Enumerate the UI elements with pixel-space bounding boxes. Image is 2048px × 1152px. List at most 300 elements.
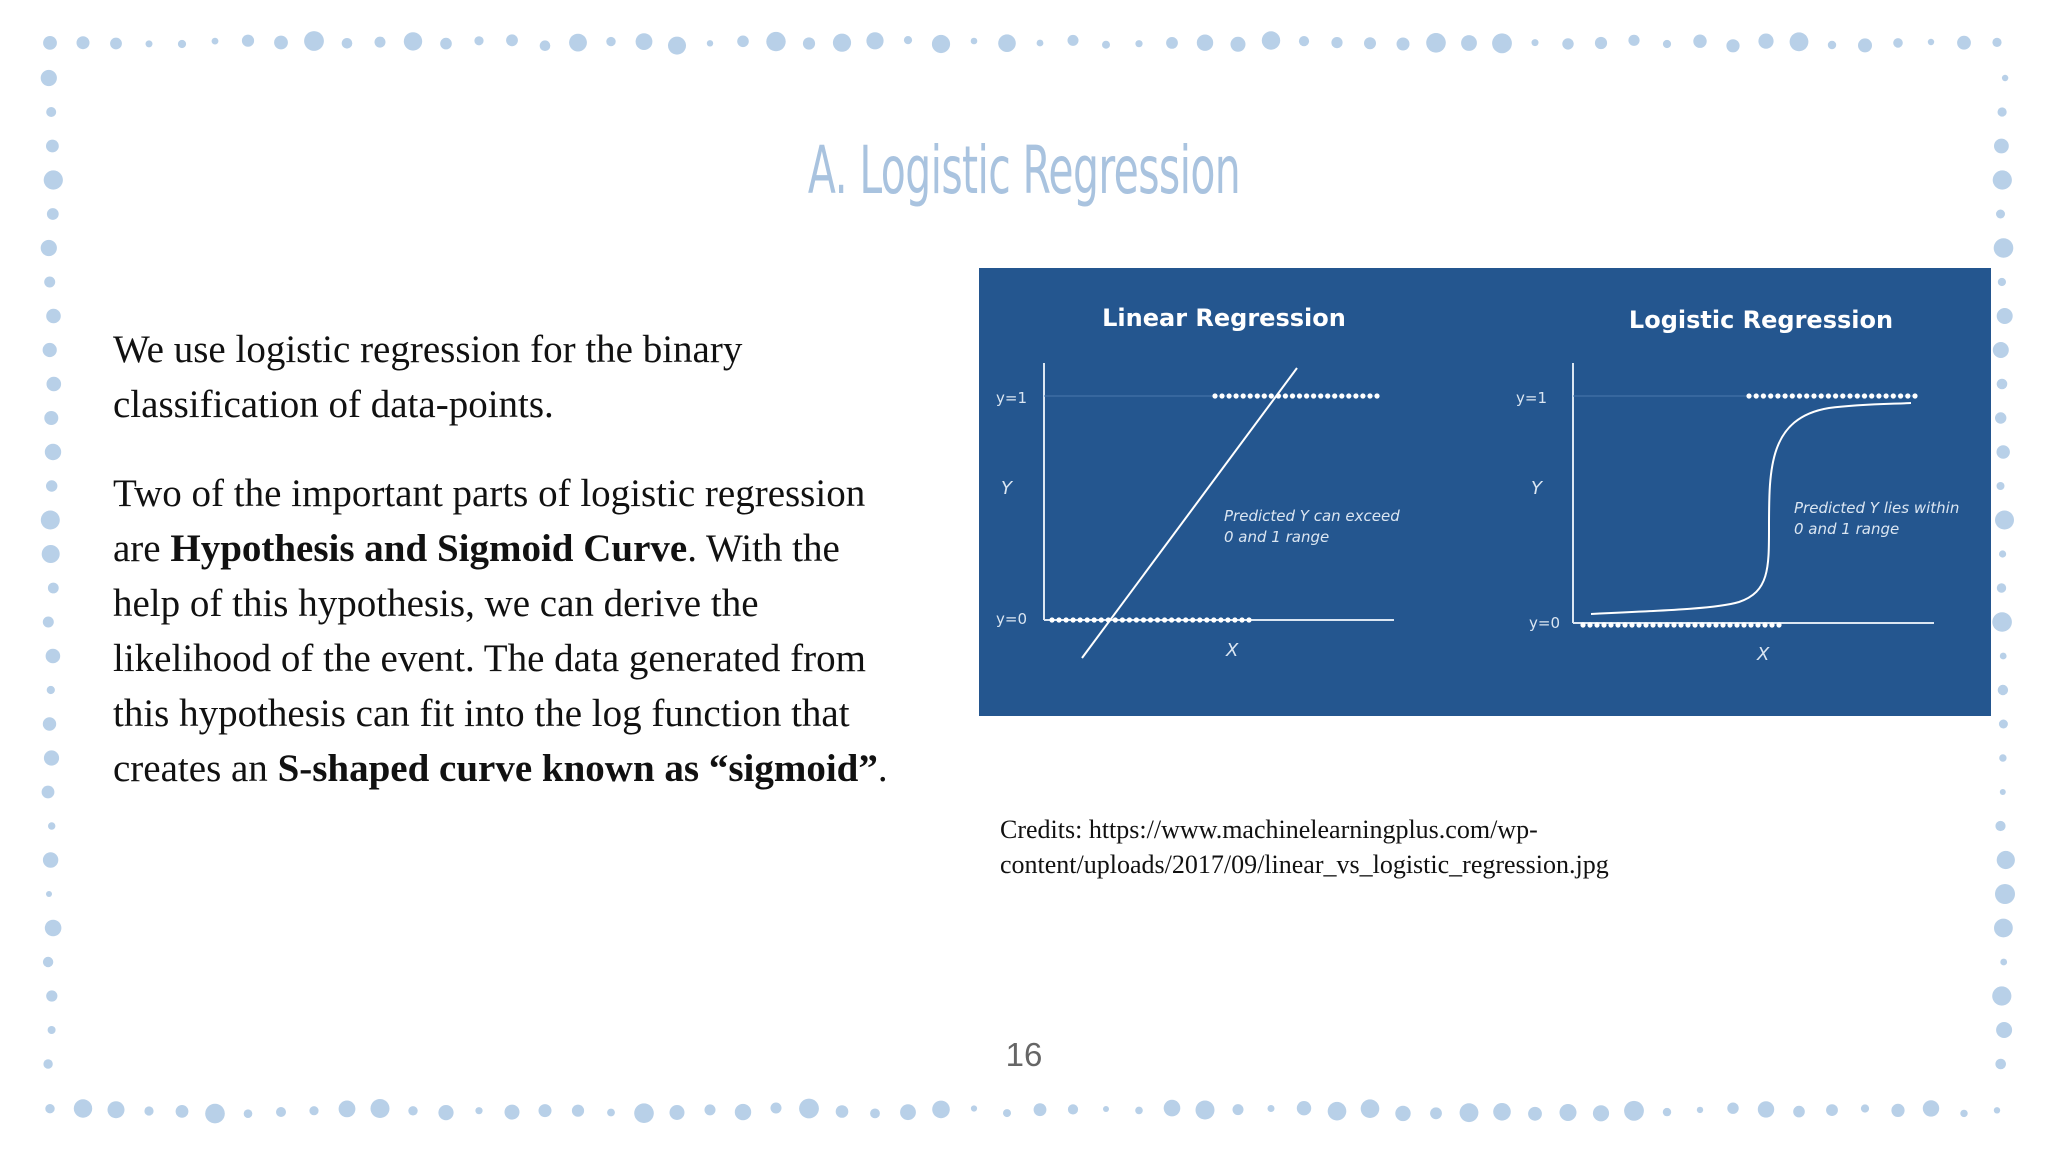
data-point	[1367, 393, 1372, 398]
data-point	[1225, 617, 1230, 622]
data-point	[1374, 393, 1379, 398]
data-point	[1297, 393, 1302, 398]
data-point	[1234, 393, 1239, 398]
data-point	[1049, 617, 1054, 622]
border-dot	[41, 70, 57, 86]
data-point	[1141, 617, 1146, 622]
data-point	[1811, 393, 1816, 398]
data-point	[1898, 393, 1903, 398]
border-dot	[1560, 1104, 1577, 1121]
data-points-y0	[1580, 622, 1781, 627]
border-dot	[44, 411, 58, 425]
border-dot	[1528, 1107, 1542, 1121]
data-point	[1162, 617, 1167, 622]
border-dot	[1493, 1103, 1511, 1121]
border-dot	[1164, 1100, 1181, 1117]
border-dot	[2002, 75, 2008, 81]
border-dot	[1999, 550, 2006, 557]
data-point	[1339, 393, 1344, 398]
border-dot	[1861, 1104, 1869, 1112]
border-dot	[1998, 685, 2008, 695]
data-point	[1664, 622, 1669, 627]
data-point	[1783, 393, 1788, 398]
data-point	[1622, 622, 1627, 627]
data-point	[1183, 617, 1188, 622]
regression-comparison-figure	[979, 268, 1991, 716]
border-dot	[46, 107, 56, 117]
border-dot	[540, 40, 551, 51]
border-dot	[1197, 35, 1213, 51]
border-dot	[803, 37, 815, 49]
data-point	[1727, 622, 1732, 627]
border-dot	[1997, 482, 2005, 490]
border-dot	[1828, 41, 1836, 49]
data-point	[1884, 393, 1889, 398]
data-point	[1720, 622, 1725, 627]
border-dot	[1364, 37, 1376, 49]
data-point	[1169, 617, 1174, 622]
x-axis-label: X	[1226, 640, 1239, 661]
border-dot	[42, 786, 55, 799]
border-dot	[45, 444, 61, 460]
border-dot	[1562, 38, 1573, 49]
data-point	[1833, 393, 1838, 398]
border-dot	[1103, 1106, 1109, 1112]
border-dot	[1994, 1107, 2000, 1113]
data-point	[1797, 393, 1802, 398]
paragraph-text: Two of the important parts of logistic regression are	[113, 472, 866, 570]
data-point	[1608, 622, 1613, 627]
border-dot	[244, 1109, 253, 1118]
border-dot	[1233, 1104, 1244, 1115]
border-dot	[77, 36, 90, 49]
border-dot	[1726, 39, 1739, 52]
border-dot	[440, 38, 452, 50]
panel-title: Logistic Regression	[1628, 306, 1894, 334]
border-dot	[833, 34, 851, 52]
border-dot	[46, 891, 52, 897]
border-dot	[1492, 33, 1512, 53]
border-dot	[1992, 38, 2001, 47]
border-dot	[572, 1105, 584, 1117]
border-dot	[144, 1106, 153, 1115]
border-dot	[1994, 139, 2009, 154]
border-dot	[46, 140, 59, 153]
data-point	[1636, 622, 1641, 627]
border-dot	[375, 37, 386, 48]
border-dot	[43, 852, 58, 867]
border-dot	[176, 1105, 189, 1118]
data-point	[1905, 393, 1910, 398]
data-point	[1332, 393, 1337, 398]
y-axis-label: Y	[1531, 478, 1542, 499]
linear-regression-panel	[996, 304, 1400, 661]
border-dot	[43, 617, 54, 628]
border-dot	[438, 1105, 453, 1120]
border-dot	[1826, 1104, 1838, 1116]
data-point	[1746, 393, 1751, 398]
border-dot	[1663, 40, 1671, 48]
border-dot	[998, 34, 1016, 52]
border-dot	[932, 35, 950, 53]
data-point	[1085, 617, 1090, 622]
data-point	[1232, 617, 1237, 622]
y-top-label: y=1	[1516, 389, 1547, 407]
data-point	[1855, 393, 1860, 398]
border-dot	[46, 990, 57, 1001]
border-dot	[670, 1105, 685, 1120]
border-dot	[1430, 1107, 1442, 1119]
border-dot	[1068, 1104, 1078, 1114]
border-dot	[1994, 238, 2014, 258]
data-point	[1643, 622, 1648, 627]
border-dot	[45, 920, 62, 937]
border-dot	[475, 1107, 482, 1114]
border-dot	[506, 34, 518, 46]
panel-title: Linear Regression	[1102, 304, 1346, 332]
border-dot	[1361, 1099, 1380, 1118]
border-dot	[408, 1106, 417, 1115]
border-dot	[1532, 39, 1539, 46]
border-dot	[205, 1104, 225, 1124]
data-point	[1912, 393, 1917, 398]
border-dot	[1231, 37, 1246, 52]
credits-line: content/uploads/2017/09/linear_vs_logistic_regression.jpg	[1000, 850, 1609, 879]
note-line: 0 and 1 range	[1794, 520, 1900, 538]
data-point	[1762, 622, 1767, 627]
border-dot	[1328, 1102, 1347, 1121]
border-dot	[1166, 37, 1178, 49]
border-dot	[1461, 35, 1477, 51]
border-dot	[1997, 379, 2008, 390]
border-dot	[1196, 1101, 1215, 1120]
data-point	[1819, 393, 1824, 398]
border-dot	[735, 1104, 751, 1120]
data-point	[1134, 617, 1139, 622]
data-point	[1071, 617, 1076, 622]
border-dot	[870, 1109, 880, 1119]
data-point	[1248, 393, 1253, 398]
border-dot	[1995, 412, 2006, 423]
border-dot	[607, 1109, 615, 1117]
border-dot	[1262, 31, 1280, 49]
border-dot	[1331, 37, 1342, 48]
border-dot	[48, 1026, 56, 1034]
border-dot	[1790, 32, 1809, 51]
data-point	[1099, 617, 1104, 622]
border-dot	[1999, 720, 2008, 729]
data-points-y0	[1049, 617, 1251, 622]
border-dot	[1997, 308, 2013, 324]
data-point	[1650, 622, 1655, 627]
data-point	[1218, 617, 1223, 622]
paragraph-hypothesis	[113, 466, 913, 796]
data-point	[1148, 617, 1153, 622]
data-point	[1211, 617, 1216, 622]
data-point	[1325, 393, 1330, 398]
border-dot	[46, 309, 61, 324]
border-dot	[309, 1106, 318, 1115]
data-point	[1064, 617, 1069, 622]
border-dot	[1593, 1105, 1609, 1121]
border-dot	[1663, 1108, 1671, 1116]
border-dot	[1957, 36, 1971, 50]
border-dot	[569, 34, 587, 52]
data-point	[1106, 617, 1111, 622]
border-dot	[771, 1103, 782, 1114]
x-axis-label: X	[1757, 644, 1770, 665]
data-point	[1212, 393, 1217, 398]
border-dot	[1135, 40, 1142, 47]
note-line: Predicted Y lies within	[1794, 499, 1960, 517]
border-dot	[1395, 1106, 1410, 1121]
credits-line: Credits: https://www.machinelearningplus.com/wp-	[1000, 815, 1538, 844]
border-dot	[2000, 653, 2007, 660]
data-point	[1699, 622, 1704, 627]
border-dot	[47, 377, 62, 392]
data-point	[1755, 622, 1760, 627]
border-dot	[1891, 1104, 1904, 1117]
data-point	[1754, 393, 1759, 398]
slide-body-text	[113, 322, 913, 830]
border-dot	[74, 1099, 92, 1117]
border-dot	[606, 37, 615, 46]
border-dot	[1135, 1107, 1143, 1115]
border-dot	[904, 36, 912, 44]
data-point	[1876, 393, 1881, 398]
border-dot	[48, 583, 59, 594]
border-dot	[47, 208, 59, 220]
data-point	[1671, 622, 1676, 627]
border-dot	[1693, 35, 1706, 48]
data-point	[1601, 622, 1606, 627]
data-point	[1776, 622, 1781, 627]
border-dot	[178, 40, 186, 48]
data-point	[1269, 393, 1274, 398]
data-point	[1678, 622, 1683, 627]
paragraph-text: .	[877, 747, 888, 790]
border-dot	[43, 343, 57, 357]
border-dot	[1102, 41, 1110, 49]
data-point	[1204, 617, 1209, 622]
data-point	[1862, 393, 1867, 398]
border-dot	[1697, 1107, 1703, 1113]
border-dot	[932, 1101, 950, 1119]
data-point	[1629, 622, 1634, 627]
border-dot	[242, 35, 254, 47]
border-dot	[2000, 959, 2007, 966]
data-point	[1246, 617, 1251, 622]
border-dot	[1268, 1105, 1275, 1112]
data-point	[1580, 622, 1585, 627]
border-dot	[41, 240, 57, 256]
data-point	[1706, 622, 1711, 627]
data-point	[1840, 393, 1845, 398]
border-dot	[146, 40, 153, 47]
data-point	[1346, 393, 1351, 398]
data-point	[1826, 393, 1831, 398]
data-point	[1092, 617, 1097, 622]
logistic-regression-panel	[1516, 306, 1959, 665]
border-dot	[42, 545, 60, 563]
border-dot	[1997, 445, 2010, 458]
data-point	[1120, 617, 1125, 622]
border-dot	[46, 649, 61, 664]
data-point	[1615, 622, 1620, 627]
border-dot	[404, 32, 422, 50]
y-bottom-label: y=0	[1529, 614, 1560, 632]
border-dot	[505, 1105, 520, 1120]
border-dot	[1994, 919, 2013, 938]
border-dot	[971, 1105, 977, 1111]
border-dot	[1034, 1103, 1047, 1116]
border-dot	[668, 37, 686, 55]
data-point	[1227, 393, 1232, 398]
border-dot	[1068, 35, 1079, 46]
data-point	[1804, 393, 1809, 398]
data-point	[1734, 622, 1739, 627]
border-dot	[1003, 1109, 1011, 1117]
border-dot	[705, 1104, 716, 1115]
data-point	[1283, 393, 1288, 398]
border-dot	[900, 1104, 916, 1120]
border-dot	[1793, 1106, 1805, 1118]
border-dot	[1993, 170, 2012, 189]
border-dot	[44, 170, 63, 189]
data-point	[1078, 617, 1083, 622]
border-dot	[1995, 511, 2014, 530]
data-point	[1692, 622, 1697, 627]
data-point	[1241, 393, 1246, 398]
border-dot	[48, 822, 55, 829]
data-point	[1219, 393, 1224, 398]
paragraph-text: . With the help of this hypothesis, we can derive the likelihood of the event. The data generated from this hypothesis can fit into the log function that creates an	[113, 527, 866, 790]
border-dot	[1998, 107, 2007, 116]
border-dot	[1397, 38, 1410, 51]
border-dot	[44, 277, 55, 288]
border-dot	[1992, 986, 2011, 1005]
data-point	[1741, 622, 1746, 627]
border-dot	[1923, 1100, 1939, 1116]
bold-phrase: Hypothesis and Sigmoid Curve	[170, 527, 688, 570]
data-point	[1239, 617, 1244, 622]
data-point	[1891, 393, 1896, 398]
data-point	[1769, 622, 1774, 627]
data-point	[1761, 393, 1766, 398]
border-dot	[1299, 36, 1309, 46]
border-dot	[1460, 1103, 1479, 1122]
border-dot	[212, 38, 219, 45]
data-point	[1360, 393, 1365, 398]
border-dot	[836, 1105, 849, 1118]
border-dot	[342, 38, 353, 49]
border-dot	[108, 1101, 125, 1118]
data-point	[1176, 617, 1181, 622]
data-point	[1847, 393, 1852, 398]
border-dot	[766, 32, 785, 51]
data-point	[1304, 393, 1309, 398]
border-dot	[2000, 789, 2006, 795]
border-dot	[110, 38, 122, 50]
data-point	[1790, 393, 1795, 398]
border-dot	[474, 36, 483, 45]
slide-title: A. Logistic Regression	[807, 132, 1241, 209]
border-dot	[539, 1104, 552, 1117]
data-point	[1056, 617, 1061, 622]
data-point	[1127, 617, 1132, 622]
border-dot	[971, 38, 978, 45]
border-dot	[1992, 612, 2012, 632]
data-point	[1768, 393, 1773, 398]
data-point	[1290, 393, 1295, 398]
border-dot	[707, 40, 713, 46]
border-dot	[1426, 33, 1446, 53]
border-dot	[634, 1103, 654, 1123]
border-dot	[43, 717, 56, 730]
border-dot	[1993, 342, 2009, 358]
border-dot	[1999, 754, 2006, 761]
data-point	[1276, 393, 1281, 398]
data-point	[1155, 617, 1160, 622]
border-dot	[866, 32, 883, 49]
y-axis-label: Y	[1001, 478, 1012, 499]
border-dot	[43, 36, 57, 50]
data-point	[1775, 393, 1780, 398]
border-dot	[274, 36, 288, 50]
data-point	[1318, 393, 1323, 398]
border-dot	[1624, 1101, 1644, 1121]
note-line: Predicted Y can exceed	[1224, 507, 1400, 525]
data-point	[1713, 622, 1718, 627]
image-credits	[1000, 812, 2000, 882]
data-point	[1311, 393, 1316, 398]
border-dot	[1928, 39, 1934, 45]
border-dot	[304, 31, 324, 51]
border-dot	[636, 33, 653, 50]
border-dot	[46, 480, 57, 491]
data-point	[1594, 622, 1599, 627]
note-line: 0 and 1 range	[1224, 528, 1330, 546]
paragraph-intro: We use logistic regression for the binary classification of data-points.	[113, 328, 743, 426]
border-dot	[1996, 210, 2005, 219]
border-dot	[1628, 35, 1639, 46]
border-dot	[1758, 1101, 1774, 1117]
border-dot	[47, 686, 55, 694]
border-dot	[1727, 1103, 1738, 1114]
data-point	[1262, 393, 1267, 398]
data-point	[1197, 617, 1202, 622]
border-dot	[43, 957, 53, 967]
border-dot	[1297, 1101, 1311, 1115]
border-dot	[1960, 1110, 1967, 1117]
border-dot	[1858, 38, 1872, 52]
border-dot	[1037, 40, 1044, 47]
border-dot	[1893, 38, 1903, 48]
data-point	[1657, 622, 1662, 627]
border-dot	[1998, 278, 2006, 286]
data-point	[1255, 393, 1260, 398]
border-dot	[737, 36, 749, 48]
data-point	[1190, 617, 1195, 622]
border-dot	[1995, 884, 2015, 904]
data-point	[1685, 622, 1690, 627]
data-point	[1748, 622, 1753, 627]
border-dot	[45, 1104, 54, 1113]
data-point	[1353, 393, 1358, 398]
y-top-label: y=1	[996, 389, 1027, 407]
bold-phrase: S-shaped curve known as “sigmoid”	[277, 747, 878, 790]
data-point	[1113, 617, 1118, 622]
